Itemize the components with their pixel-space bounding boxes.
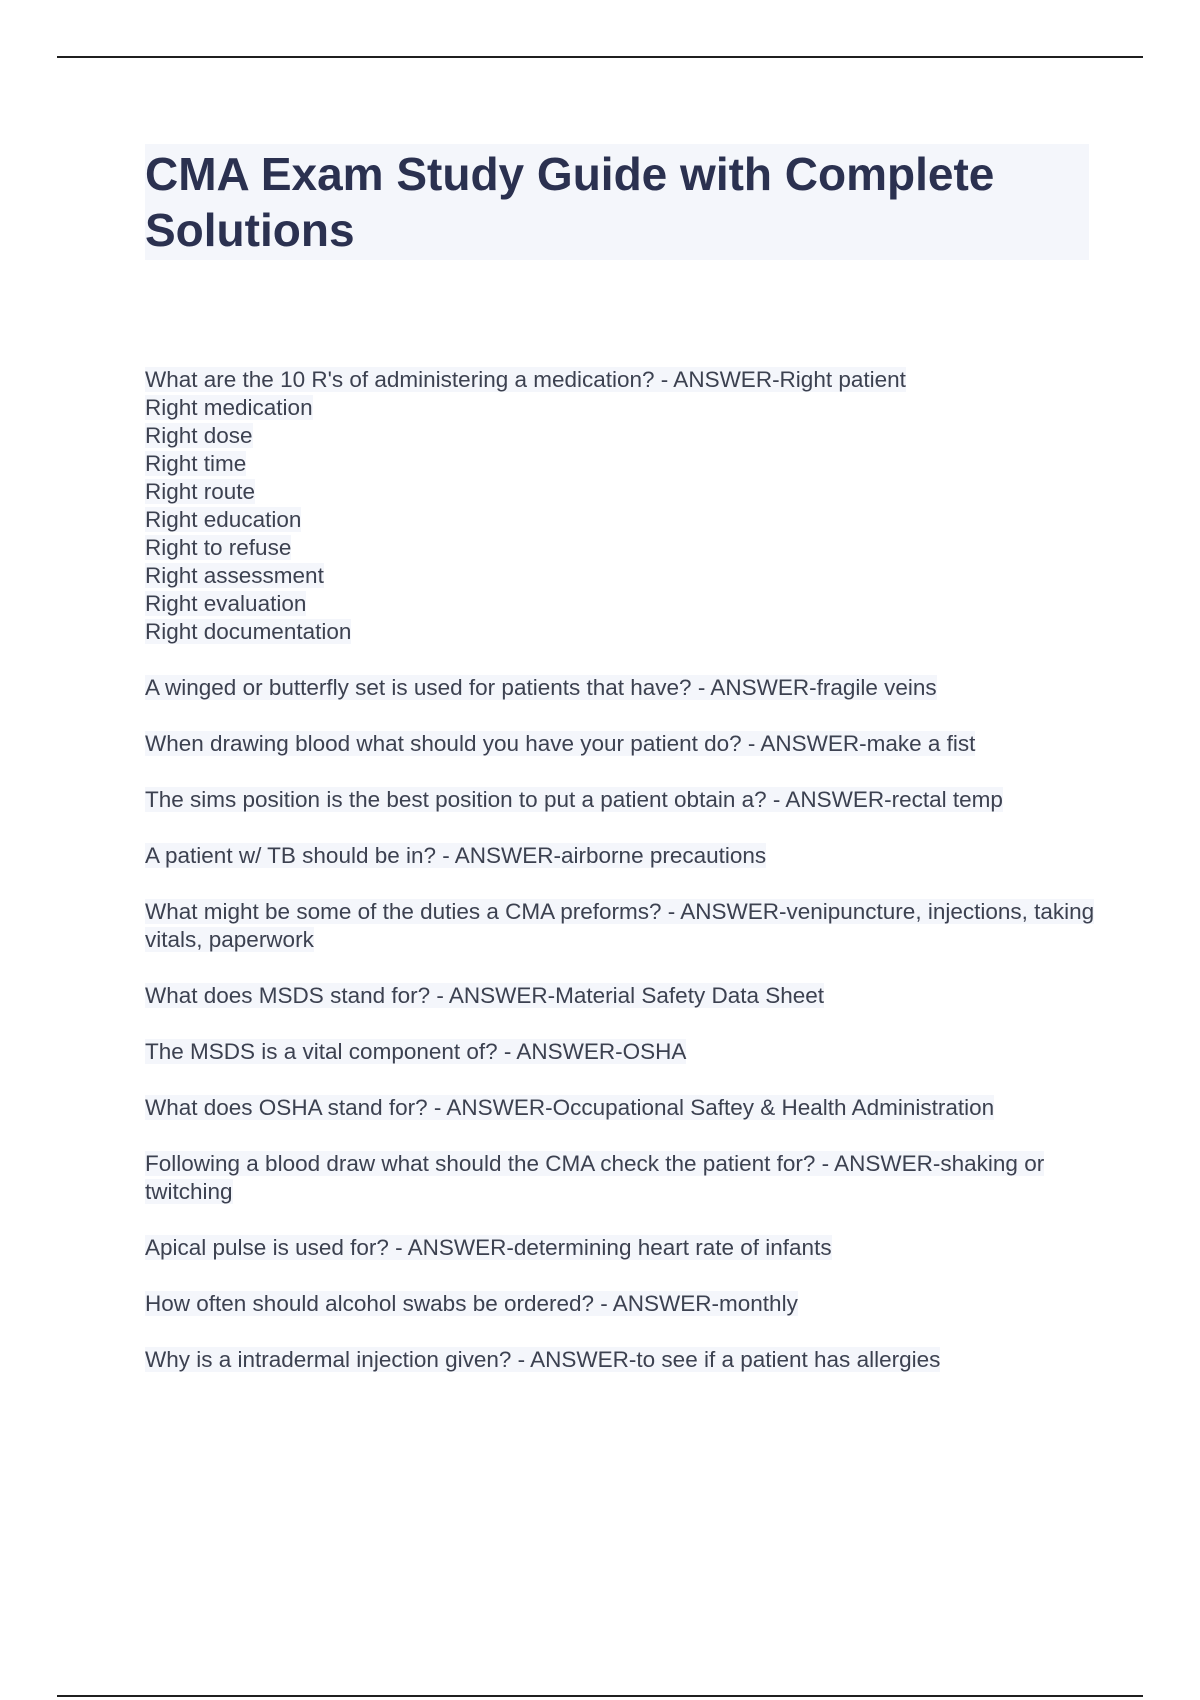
qa-line: Right to refuse bbox=[145, 535, 292, 560]
page-title: CMA Exam Study Guide with Complete Solutions bbox=[145, 148, 995, 256]
qa-line: What are the 10 R's of administering a medication? - ANSWER-Right patient bbox=[145, 367, 906, 392]
qa-item bbox=[145, 786, 1095, 814]
qa-text: Apical pulse is used for? - ANSWER-determining heart rate of infants bbox=[145, 1235, 832, 1260]
qa-item bbox=[145, 1234, 1095, 1262]
qa-line: Right medication bbox=[145, 395, 313, 420]
qa-line: Right dose bbox=[145, 423, 253, 448]
qa-text: The MSDS is a vital component of? - ANSWER-OSHA bbox=[145, 1039, 687, 1064]
qa-text: A winged or butterfly set is used for patients that have? - ANSWER-fragile veins bbox=[145, 675, 937, 700]
qa-item bbox=[145, 1094, 1095, 1122]
qa-text: The sims position is the best position to put a patient obtain a? - ANSWER-rectal temp bbox=[145, 787, 1003, 812]
qa-line: Right education bbox=[145, 507, 302, 532]
qa-item bbox=[145, 898, 1095, 954]
qa-text: How often should alcohol swabs be ordered? - ANSWER-monthly bbox=[145, 1291, 798, 1316]
top-rule bbox=[57, 56, 1143, 58]
qa-text: Why is a intradermal injection given? - ANSWER-to see if a patient has allergies bbox=[145, 1347, 941, 1372]
qa-item-medication-rights bbox=[145, 366, 1095, 646]
qa-line: Right time bbox=[145, 451, 247, 476]
qa-text: A patient w/ TB should be in? - ANSWER-airborne precautions bbox=[145, 843, 767, 868]
qa-text: What does OSHA stand for? - ANSWER-Occupational Saftey & Health Administration bbox=[145, 1095, 995, 1120]
qa-line: Right assessment bbox=[145, 563, 324, 588]
qa-text: When drawing blood what should you have your patient do? - ANSWER-make a fist bbox=[145, 731, 976, 756]
qa-item bbox=[145, 842, 1095, 870]
qa-item bbox=[145, 1290, 1095, 1318]
qa-item bbox=[145, 674, 1095, 702]
qa-line: Right evaluation bbox=[145, 591, 307, 616]
title-block bbox=[145, 144, 1089, 260]
qa-item bbox=[145, 1346, 1095, 1374]
bottom-rule bbox=[57, 1695, 1143, 1697]
qa-item bbox=[145, 1150, 1095, 1206]
qa-line: Right documentation bbox=[145, 619, 352, 644]
qa-text: What does MSDS stand for? - ANSWER-Material Safety Data Sheet bbox=[145, 983, 825, 1008]
qa-item bbox=[145, 1038, 1095, 1066]
qa-text: Following a blood draw what should the CMA check the patient for? - ANSWER-shaking or twitching bbox=[145, 1151, 1045, 1204]
qa-item bbox=[145, 730, 1095, 758]
qa-line: Right route bbox=[145, 479, 256, 504]
qa-text: What might be some of the duties a CMA preforms? - ANSWER-venipuncture, injections, taking vitals, paperwork bbox=[145, 899, 1095, 952]
qa-list bbox=[145, 366, 1095, 1402]
qa-item bbox=[145, 982, 1095, 1010]
